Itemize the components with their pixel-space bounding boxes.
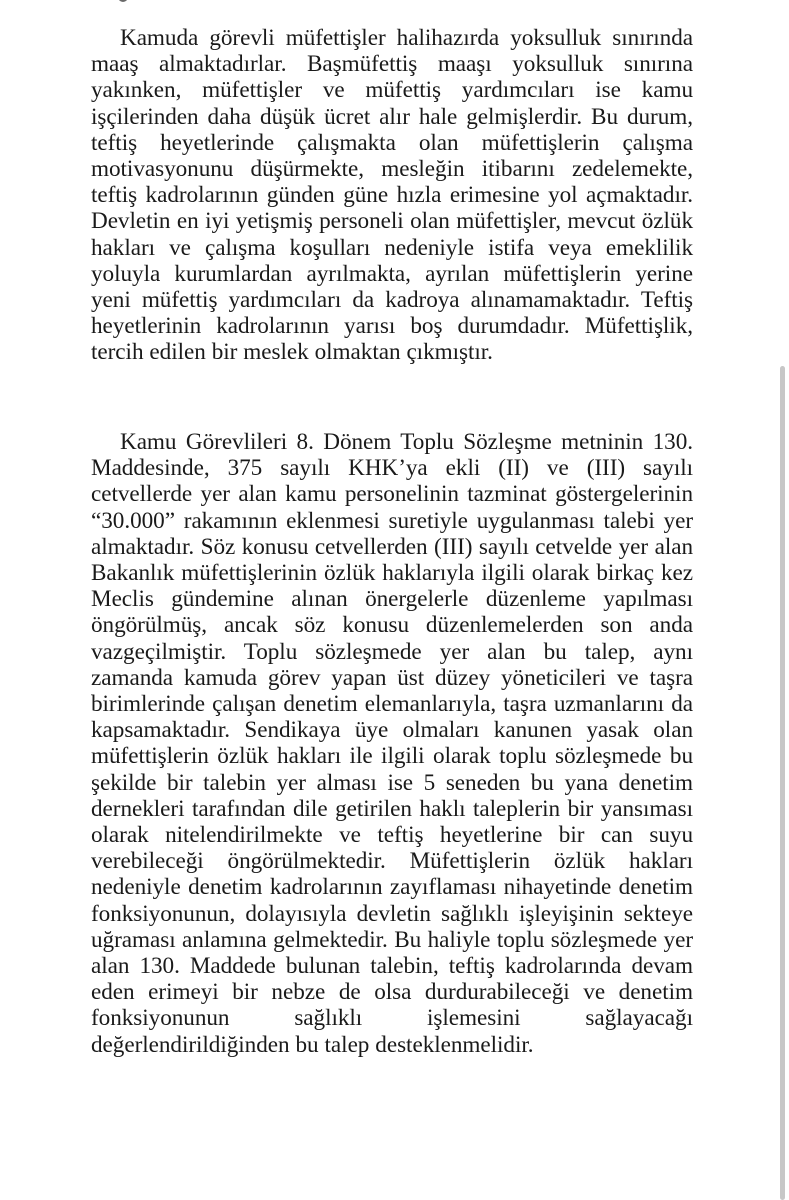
cropped-text-fragment <box>118 0 138 4</box>
paragraph-2: Kamu Görevlileri 8. Dönem Toplu Sözleşme metninin 130. Maddesinde, 375 sayılı KHK’ya ekli (II) ve (III) sayılı cetvellerde yer alan kamu personelinin tazminat göstergelerinin “30.000” rakamının eklenmesi suretiyle uygulanması talebi yer almaktadır. Söz konusu cetvellerden (III) sayılı cetvelde yer alan Bakanlık müfettişlerinin özlük haklarıyla ilgili olarak birkaç kez Meclis gündemine alınan önergelerle düzenleme yapılması öngörülmüş, ancak söz konusu düzenlemelerden son anda vazgeçilmiştir. Toplu sözleşmede yer alan bu talep, aynı zamanda kamuda görev yapan üst düzey yöneticileri ve taşra birimlerinde çalışan denetim elemanlarıyla, taşra uzmanlarını da kapsamaktadır. Sendikaya üye olmaları kanunen yasak olan müfettişlerin özlük hakları ile ilgili olarak toplu sözleşmede bu şekilde bir talebin yer alması ise 5 seneden bu yana denetim dernekleri tarafından dile getirilen haklı taleplerin bir yansıması olarak nitelendirilmekte ve teftiş heyetlerine bir can suyu verebileceği öngörülmektedir. Müfettişlerin özlük hakları nedeniyle denetim kadrolarının zayıflaması nihayetinde denetim fonksiyonunun, dolayısıyla devletin sağlıklı işleyişinin sekteye uğraması anlamına gelmektedir. Bu haliyle toplu sözleşmede yer alan 130. Maddede bulunan talebin, teftiş kadrolarında devam eden erimeyi bir nebze de olsa durdurabileceği ve denetim fonksiyonunun sağlıklı işlemesini sağlayacağı değerlendirildiğinden bu talep desteklenmelidir. <box>91 429 693 1058</box>
vertical-scrollbar[interactable] <box>777 0 789 1200</box>
paragraph-1: Kamuda görevli müfettişler halihazırda yoksulluk sınırında maaş almaktadırlar. Başmüfettiş maaşı yoksulluk sınırına yakınken, müfettişler ve müfettiş yardımcıları ise kamu işçilerinden daha düşük ücret alır hale gelmişlerdir. Bu durum, teftiş heyetlerinde çalışmakta olan müfettişlerin çalışma motivasyonunu düşürmekte, mesleğin itibarını zedelemekte, teftiş kadrolarının günden güne hızla erimesine yol açmaktadır. Devletin en iyi yetişmiş personeli olan müfettişler, mevcut özlük hakları ve çalışma koşulları nedeniyle istifa veya emeklilik yoluyla kurumlardan ayrılmakta, ayrılan müfettişlerin yerine yeni müfettiş yardımcıları da kadroya alınamamaktadır. Teftiş heyetlerinin kadrolarının yarısı boş durumdadır. Müfettişlik, tercih edilen bir meslek olmaktan çıkmıştır. <box>91 25 693 366</box>
scrollbar-thumb[interactable] <box>780 366 785 1200</box>
